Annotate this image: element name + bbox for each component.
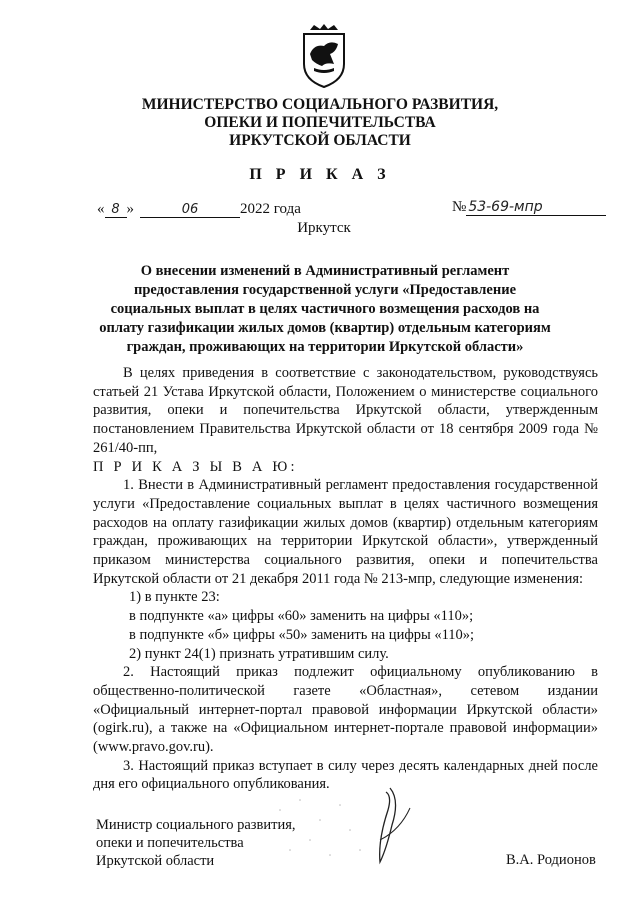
item-3-paragraph: 3. Настоящий приказ вступает в силу через десять календарных дней после дня его официального опубликования. xyxy=(93,757,598,793)
coat-of-arms-icon xyxy=(300,24,348,90)
item-2-paragraph: 2. Настоящий приказ подлежит официальному опубликованию в общественно-политической газете «Областная», сетевом издании «Официальный интернет-портал правовой информации Иркутской области» (ogirk.ru), а также на «Официальном интернет-портале правовой информации» (www.pravo.gov.ru). xyxy=(93,664,598,756)
document-type: П Р И К А З xyxy=(249,166,391,183)
order-keyword: П Р И К А З Ы В А Ю: xyxy=(93,458,298,475)
signatory-position xyxy=(96,816,296,870)
number-prefix: № xyxy=(452,199,467,215)
document-city: Иркутск xyxy=(297,220,351,236)
document-date xyxy=(97,201,301,218)
preamble-paragraph: В целях приведения в соответствие с законодательством, руководствуясь статьей 21 Устава Иркутской области, Положением о министерстве социального развития, опеки и попечительства Иркутской области, утвержденным постановлением Правительства Иркутской области от 18 сентября 2009 года № 261/40-пп, xyxy=(93,365,598,456)
ministry-line: МИНИСТЕРСТВО СОЦИАЛЬНОГО РАЗВИТИЯ, xyxy=(141,96,499,113)
signatory-name: В.А. Родионов xyxy=(506,852,596,868)
quote-open: « xyxy=(97,201,105,217)
quote-close: » xyxy=(126,201,134,217)
document-subject xyxy=(60,262,590,357)
subject-line: граждан, проживающих на территории Иркутской области» xyxy=(126,339,524,355)
subject-line: предоставления государственной услуги «Предоставление xyxy=(133,282,517,298)
document-body xyxy=(93,364,598,794)
item-1-1: 1) в пункте 23: xyxy=(129,589,220,606)
item-1-2: 2) пункт 24(1) признать утратившим силу. xyxy=(129,645,389,662)
date-day: 8 xyxy=(105,202,127,218)
signatory-line: Иркутской области xyxy=(96,853,215,869)
document-number xyxy=(452,199,606,216)
item-1-paragraph: 1. Внести в Административный регламент предоставления государственной услуги «Предоставление социальных выплат в целях частичного возмещения расходов на оплату газификации жилых домов (квартир) отдельным категориям граждан, проживающих на территории Иркутской области», утвержденный приказом министерства социального развития, опеки и попечительства Иркутской области от 21 декабря 2011 года № 213-мпр, следующие изменения: xyxy=(93,477,598,587)
ministry-line: ОПЕКИ И ПОПЕЧИТЕЛЬСТВА xyxy=(204,114,436,131)
date-year: 2022 года xyxy=(240,201,301,217)
ministry-name xyxy=(0,96,640,150)
item-1-1-a: в подпункте «а» цифры «60» заменить на цифры «110»; xyxy=(129,608,474,625)
subject-line: оплату газификации жилых домов (квартир) отдельным категориям xyxy=(99,320,551,336)
signatory-line: опеки и попечительства xyxy=(96,835,244,851)
ministry-line: ИРКУТСКОЙ ОБЛАСТИ xyxy=(229,132,411,149)
signatory-line: Министр социального развития, xyxy=(96,817,296,833)
number-value: 53-69-мпр xyxy=(466,199,606,216)
subject-line: О внесении изменений в Административный регламент xyxy=(140,263,510,279)
item-1-1-b: в подпункте «б» цифры «50» заменить на цифры «110»; xyxy=(129,626,475,643)
date-month: 06 xyxy=(140,202,240,218)
subject-line: социальных выплат в целях частичного возмещения расходов на xyxy=(110,301,540,317)
